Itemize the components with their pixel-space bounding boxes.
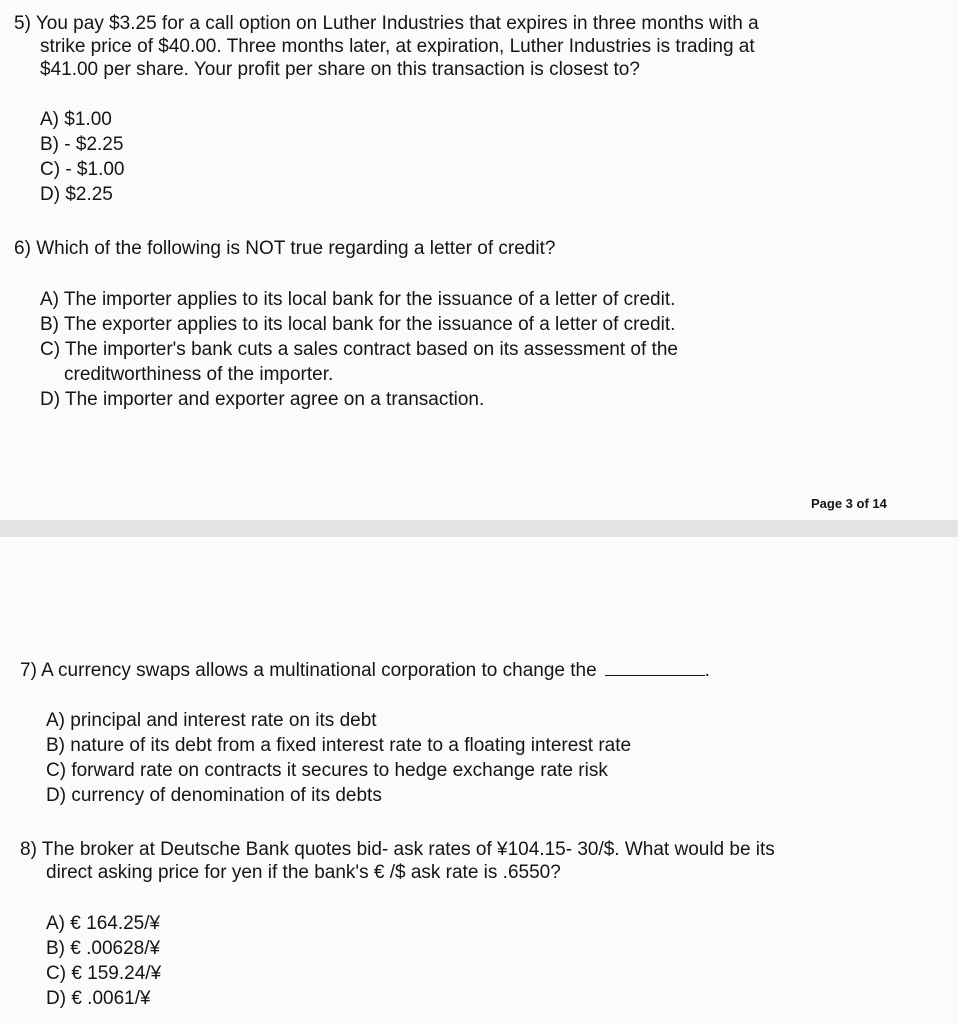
answer-option: B) nature of its debt from a fixed interest rate to a floating interest rate <box>46 735 632 756</box>
answer-option: B) - $2.25 <box>40 134 124 155</box>
question-number: 6) <box>14 238 31 259</box>
question-5-options <box>40 107 124 207</box>
question-7-stem <box>20 659 710 682</box>
answer-option: C) - $1.00 <box>40 159 125 180</box>
answer-option-continued: creditworthiness of the importer. <box>64 364 334 385</box>
question-number: 7) <box>20 660 37 681</box>
page-break-gap <box>0 520 958 537</box>
question-text-line: strike price of $40.00. Three months later, at expiration, Luther Industries is trading at <box>40 36 755 57</box>
question-5-stem <box>14 12 759 81</box>
question-text-line: $41.00 per share. Your profit per share on this transaction is closest to? <box>40 59 640 80</box>
question-6-options <box>40 287 678 412</box>
answer-option: C) The importer's bank cuts a sales contract based on its assessment of the <box>40 339 678 360</box>
question-8-options <box>46 911 161 1011</box>
answer-option: D) € .0061/¥ <box>46 988 151 1009</box>
question-7-options <box>46 708 631 808</box>
question-number: 8) <box>20 839 37 860</box>
answer-option: D) $2.25 <box>40 184 113 205</box>
question-number: 5) <box>14 13 31 34</box>
question-text-line: direct asking price for yen if the bank's € /$ ask rate is .6550? <box>46 862 561 883</box>
answer-option: B) € .00628/¥ <box>46 938 161 959</box>
answer-option: B) The exporter applies to its local bank for the issuance of a letter of credit. <box>40 314 676 335</box>
answer-option: A) The importer applies to its local bank for the issuance of a letter of credit. <box>40 289 676 310</box>
page-number: Page 3 of 14 <box>811 496 887 511</box>
question-6-stem <box>14 237 555 260</box>
answer-option: C) forward rate on contracts it secures to hedge exchange rate risk <box>46 760 608 781</box>
question-text-line: You pay $3.25 for a call option on Luther Industries that expires in three months with a <box>35 13 759 34</box>
question-terminal-punctuation: . <box>704 660 710 681</box>
answer-option: D) currency of denomination of its debts <box>46 785 382 806</box>
answer-option: A) € 164.25/¥ <box>46 913 161 934</box>
answer-option: A) principal and interest rate on its debt <box>46 710 377 731</box>
answer-option: A) $1.00 <box>40 109 112 130</box>
question-text-line: Which of the following is NOT true regarding a letter of credit? <box>36 238 556 259</box>
question-text-line: The broker at Deutsche Bank quotes bid- ask rates of ¥104.15- 30/$. What would be its <box>41 839 775 860</box>
answer-option: D) The importer and exporter agree on a transaction. <box>40 389 485 410</box>
question-text-line: A currency swaps allows a multinational corporation to change the <box>41 660 597 681</box>
question-8-stem <box>20 838 775 884</box>
answer-option: C) € 159.24/¥ <box>46 963 162 984</box>
fill-in-blank <box>605 659 705 676</box>
